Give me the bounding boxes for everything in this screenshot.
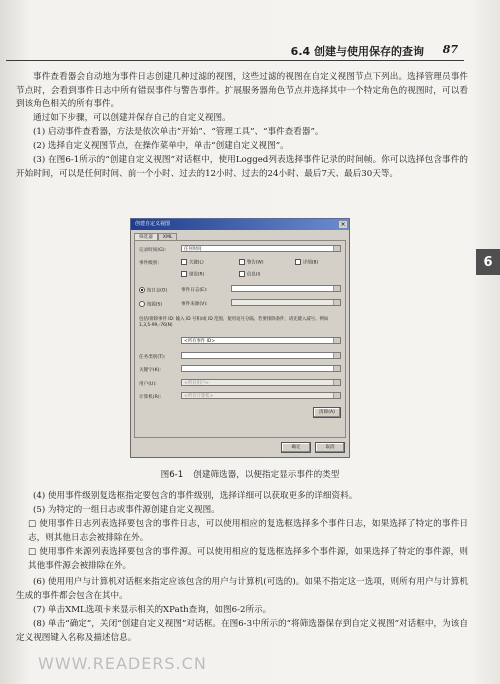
- watermark: WWW.READERS.CN: [38, 654, 207, 673]
- keyword-label: 关键字(K):: [139, 368, 161, 373]
- event-source-label: 事件来源(V):: [181, 302, 208, 307]
- create-custom-view-dialog: [130, 218, 350, 458]
- dialog-tabs: [134, 233, 177, 240]
- ok-button[interactable]: 确定: [281, 442, 311, 453]
- step-4: (4) 使用事件级别复选框指定要包含的事件级别，选择详细可以获取更多的详细资料。: [33, 491, 358, 501]
- chapter-tab: 6: [476, 249, 500, 275]
- step-3: (3) 在图6-1所示的“创建自定义视图”对话框中，使用Logged列表选择事件记录的时间帧。你可以选择包含事件的开始时间，可以是任何时间、前一个小时、过去的12小时、过去的24小时、最后7天、最后30天等。: [16, 155, 468, 179]
- cancel-button[interactable]: 取消: [315, 442, 345, 453]
- user-input[interactable]: <所有用户>: [181, 379, 341, 386]
- level-verbose-checkbox[interactable]: 详细(B): [295, 259, 318, 266]
- tab-filter[interactable]: 筛选器: [134, 233, 158, 241]
- page-number: 87: [442, 43, 458, 56]
- intro-paragraph: 事件查看器会自动地为事件日志创建几种过滤的视图，这些过滤的视图在自定义视图节点下列出。选择管理员事件节点时，会看到事件日志中所有错误事件与警告事件。扩展服务器角色节点并选择其中一个特定角色的视图时，可以看到该角色相关的所有事件。: [16, 72, 468, 110]
- user-label: 用户(U):: [139, 382, 157, 387]
- step-8: (8) 单击“确定”，关闭“创建自定义视图”对话框。在图6-3中所示的“将筛选器保存到自定义视图”对话框中，为该自定义视图键入名称及描述信息。: [16, 619, 468, 643]
- by-log-radio[interactable]: 按日志(O): [139, 287, 167, 294]
- step-2: (2) 选择自定义视图节点，在操作菜单中，单击“创建自定义视图”。: [33, 141, 289, 151]
- level-error-checkbox[interactable]: 错误(R): [181, 271, 204, 278]
- figure-number: 图6-1: [160, 470, 184, 480]
- logged-select[interactable]: 任何时间: [181, 245, 341, 252]
- level-critical-checkbox[interactable]: 关键(L): [181, 259, 204, 266]
- computer-label: 计算机(R):: [139, 395, 162, 400]
- figure-caption: [0, 468, 500, 480]
- step-1: (1) 启动事件查看器，方法是依次单击“开始”、“管理工具”、“事件查看器”。: [33, 127, 324, 137]
- computer-input[interactable]: <所有计算机>: [181, 392, 341, 399]
- event-log-select[interactable]: [231, 285, 341, 292]
- by-source-radio[interactable]: 按源(S): [139, 301, 162, 308]
- close-icon[interactable]: ×: [340, 221, 346, 228]
- event-id-input[interactable]: <所有事件 ID>: [181, 337, 341, 344]
- level-info-checkbox[interactable]: 信息(I): [239, 271, 261, 278]
- page-header: [6, 40, 464, 61]
- event-log-label: 事件日志(E):: [181, 288, 208, 293]
- event-source-select[interactable]: [231, 299, 341, 306]
- tab-xml[interactable]: XML: [158, 233, 178, 241]
- clear-button[interactable]: 清除(A): [313, 407, 341, 418]
- section-title: 6.4 创建与使用保存的查询: [290, 45, 424, 58]
- event-id-note: 包括/排除事件 ID: 输入 ID 号和/或 ID 范围，使用逗号分隔。若要排除条件，请先键入减号。例如 1,3,5-99,-76(N): [139, 317, 329, 328]
- task-category-label: 任务类别(T):: [139, 355, 166, 360]
- step-5: (5) 为特定的一组日志或事件源创建自定义视图。: [33, 505, 220, 515]
- level-warning-checkbox[interactable]: 警告(W): [239, 259, 264, 266]
- logged-label: 记录时间(G):: [139, 248, 167, 253]
- dialog-title: 创建自定义视图: [135, 221, 171, 227]
- dialog-titlebar: [131, 219, 349, 230]
- bullet-event-log: □ 使用事件日志列表选择要包含的事件日志，可以使用相应的复选框选择多个事件日志，如果选择了特定的事件日志，则其他日志会被排除在外。: [28, 518, 468, 545]
- step-7: (7) 单击XML选项卡来显示相关的XPath查询，如图6-2所示。: [33, 605, 272, 615]
- steps-intro: 通过如下步骤，可以创建并保存自己的自定义视图。: [33, 113, 231, 123]
- filter-panel: [134, 240, 346, 438]
- event-level-label: 事件级别:: [139, 261, 159, 266]
- step-6: (6) 使用用户与计算机对话框来指定应该包含的用户与计算机(可选的)。如果不指定这一选项，则所有用户与计算机生成的事件都会包含在其中。: [16, 577, 468, 601]
- bullet-event-source: □ 使用事件来源列表选择要包含的事件源。可以使用相应的复选框选择多个事件源，如果选择了特定的事件源，则其他事件源会被排除在外。: [28, 546, 468, 573]
- keyword-select[interactable]: [181, 365, 341, 372]
- figure-caption-text: 创建筛选器，以便指定显示事件的类型: [193, 470, 340, 480]
- task-category-select[interactable]: [181, 352, 341, 359]
